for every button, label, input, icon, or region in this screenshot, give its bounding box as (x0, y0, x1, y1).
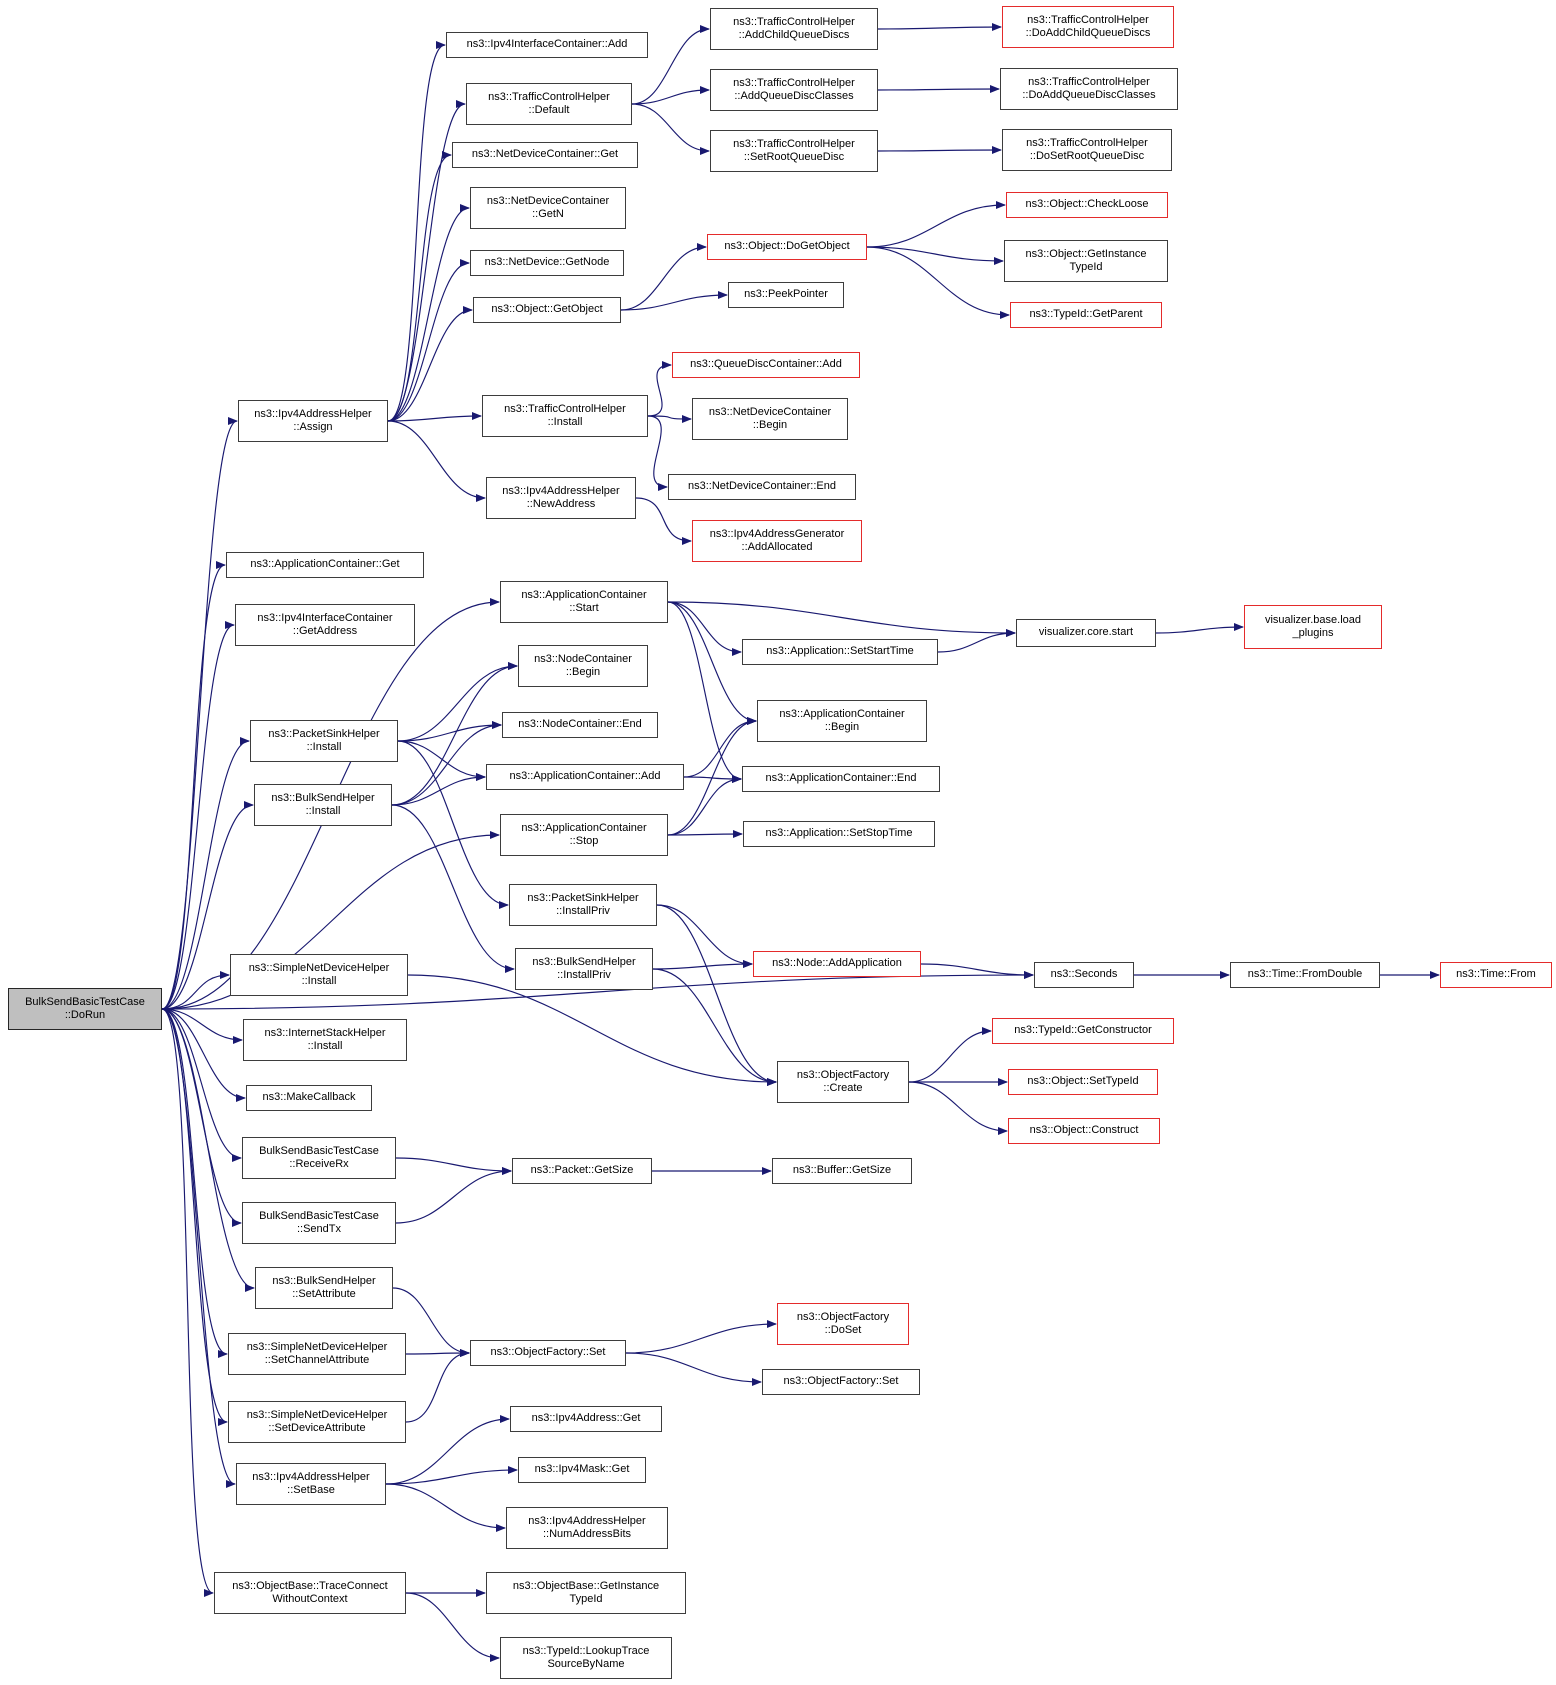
call-edge-sendtx-packet_getsize (396, 1171, 511, 1223)
call-edge-obj_getobject-obj_dogetobject (621, 247, 706, 310)
graph-node-label: ns3::NetDeviceContainer (486, 194, 610, 207)
graph-node-label: ::Install (305, 805, 341, 817)
call-edge-iah_setbase-iah_numbits (386, 1484, 505, 1528)
graph-node-label: ns3::TrafficControlHelper (504, 402, 626, 415)
graph-node-label: ::Start (569, 602, 599, 614)
graph-node-packet_getsize[interactable] (512, 1158, 652, 1184)
graph-node-label: ::NumAddressBits (542, 1528, 632, 1540)
graph-node-label: TypeId (569, 1593, 603, 1605)
graph-node-label: ::Stop (569, 835, 599, 847)
graph-node-dorun (8, 988, 162, 1030)
graph-node-label: ::ReceiveRx (289, 1158, 349, 1170)
graph-node-label: ns3::BulkSendHelper (272, 1274, 376, 1287)
call-edge-dorun-makecallback (162, 1009, 245, 1098)
graph-node-label: visualizer.base.load (1264, 613, 1361, 626)
call-edge-iah_setbase-ipv4mask_get (386, 1470, 517, 1484)
call-edge-bsh_installpriv-node_addapp (653, 964, 752, 969)
graph-node-label: ns3::TrafficControlHelper (1026, 136, 1148, 149)
graph-node-label: ns3::BulkSendHelper (532, 955, 636, 968)
graph-node-label: ::NewAddress (526, 498, 596, 510)
graph-node-label: ::Begin (752, 419, 788, 431)
graph-node-iah_setbase[interactable] (236, 1463, 386, 1505)
graph-node-label: ns3::TypeId::GetParent (1029, 308, 1143, 321)
call-edge-psh_installpriv-node_addapp (657, 905, 752, 964)
graph-node-nc_begin[interactable] (518, 645, 648, 687)
call-edge-bsh_install-nc_end (392, 725, 501, 805)
call-edge-assign-iic_add (388, 45, 445, 421)
graph-node-sendtx[interactable] (242, 1202, 396, 1244)
call-edge-tch_default-tch_setroot (632, 104, 709, 151)
graph-node-ipv4addr_get[interactable] (510, 1406, 662, 1432)
call-edge-sndh_setdev-set1 (406, 1353, 469, 1422)
call-edge-ac_start-vis_start (668, 602, 1015, 633)
graph-node-ac_stop[interactable] (500, 814, 668, 856)
graph-node-label: ::DoAddQueueDiscClasses (1022, 89, 1156, 101)
graph-node-label: ns3::Ipv4InterfaceContainer::Add (466, 38, 628, 51)
graph-node-label: ::Install (306, 741, 342, 753)
graph-node-tid_lookup[interactable] (500, 1637, 672, 1679)
graph-node-label: ns3::ObjectBase::TraceConnect (232, 1579, 388, 1592)
graph-node-label: ::DoRun (64, 1009, 106, 1021)
graph-node-tch_dosetroot[interactable] (1002, 129, 1172, 171)
graph-node-label: ns3::TrafficControlHelper (488, 90, 610, 103)
graph-node-time_from[interactable] (1440, 962, 1552, 988)
graph-node-label: ::Install (547, 416, 583, 428)
graph-node-psh_installpriv[interactable] (509, 884, 657, 926)
graph-node-ac_get[interactable] (226, 552, 424, 578)
call-edge-assign-obj_getobject (388, 310, 472, 421)
graph-node-label: ns3::ApplicationContainer (521, 588, 647, 601)
graph-node-label: ::InstallPriv (557, 969, 611, 981)
graph-node-label: ::DoAddChildQueueDiscs (1025, 27, 1151, 39)
graph-node-label: ns3::TypeId::LookupTrace (522, 1644, 650, 1657)
graph-node-label: ns3::SimpleNetDeviceHelper (248, 961, 390, 974)
graph-node-label: ns3::BulkSendHelper (271, 791, 375, 804)
call-edge-assign-iah_newaddr (388, 421, 485, 498)
graph-node-label: ns3::Object::CheckLoose (1025, 198, 1149, 211)
graph-node-label: ::Install (307, 1040, 343, 1052)
graph-node-label: ::AddQueueDiscClasses (734, 90, 854, 102)
graph-node-label: ::DoSetRootQueueDisc (1029, 150, 1145, 162)
call-edge-of_create-obj_construct (909, 1082, 1007, 1131)
call-edge-tch_install-ndc_end (648, 416, 667, 487)
graph-node-label: ns3::Ipv4AddressHelper (502, 484, 620, 497)
call-edge-dorun-receiverx (162, 1009, 241, 1158)
graph-node-buf_getsize[interactable] (772, 1158, 912, 1184)
call-edge-iah_newaddr-gen_addalloc (636, 498, 691, 541)
graph-node-label: ns3::TrafficControlHelper (1027, 13, 1149, 26)
call-edge-obj_dogetobject-obj_checkloose (867, 205, 1005, 247)
graph-node-iic_getaddr[interactable] (235, 604, 415, 646)
graph-node-label: ::InstallPriv (556, 905, 610, 917)
graph-node-ac_add[interactable] (486, 764, 684, 790)
graph-node-label: ::SendTx (296, 1223, 342, 1235)
graph-node-label: ::Assign (293, 421, 333, 433)
call-edge-ac_start-ac_end2 (668, 602, 741, 779)
call-edge-dorun-sndh_setdev (162, 1009, 227, 1422)
call-edge-dorun-assign (162, 421, 237, 1009)
graph-node-label: ns3::NetDeviceContainer::End (688, 480, 836, 493)
graph-node-label: ns3::ApplicationContainer (779, 707, 905, 720)
graph-node-label: BulkSendBasicTestCase (259, 1144, 379, 1157)
graph-node-iah_newaddr[interactable] (486, 477, 636, 519)
graph-node-tch_doaddqdc[interactable] (1000, 68, 1178, 110)
graph-node-label: ns3::Application::SetStopTime (765, 827, 913, 840)
graph-node-label: ns3::SimpleNetDeviceHelper (246, 1340, 388, 1353)
graph-node-ob_getinstance[interactable] (486, 1572, 686, 1614)
graph-node-label: ns3::TrafficControlHelper (733, 15, 855, 28)
graph-node-obj_settypeid[interactable] (1008, 1069, 1158, 1095)
graph-node-label: ns3::TrafficControlHelper (1028, 75, 1150, 88)
graph-node-label: ns3::Ipv4InterfaceContainer (257, 611, 393, 624)
graph-node-label: ns3::NetDeviceContainer (708, 405, 832, 418)
call-edge-obj_dogetobject-tid_getparent (867, 247, 1009, 315)
call-edge-ac_stop-app_setstop (668, 834, 742, 835)
graph-node-label: ns3::Ipv4Address::Get (531, 1412, 641, 1425)
graph-node-tch_setroot[interactable] (710, 130, 878, 172)
graph-node-label: ns3::NodeContainer::End (518, 718, 642, 731)
graph-node-label: ns3::TrafficControlHelper (733, 76, 855, 89)
graph-node-bsh_setattr[interactable] (255, 1267, 393, 1309)
call-edge-dorun-iah_setbase (162, 1009, 235, 1484)
call-edge-tch_setroot-tch_dosetroot (878, 150, 1001, 151)
graph-node-label: ns3::Object::GetInstance (1025, 247, 1147, 260)
graph-node-label: ns3::ApplicationContainer::Get (250, 558, 400, 571)
graph-node-makecallback[interactable] (246, 1085, 372, 1111)
graph-node-label: ns3::TrafficControlHelper (733, 137, 855, 150)
graph-node-receiverx[interactable] (242, 1137, 396, 1179)
graph-node-label: ns3::ApplicationContainer (521, 821, 647, 834)
graph-node-ac_begin2[interactable] (757, 700, 927, 742)
call-edge-assign-tch_install (388, 416, 481, 421)
graph-node-label: ns3::Seconds (1050, 968, 1118, 981)
graph-node-label: ns3::Object::SetTypeId (1027, 1075, 1139, 1088)
graph-node-of_doset[interactable] (777, 1303, 909, 1345)
graph-node-label: ::AddChildQueueDiscs (738, 29, 850, 41)
graph-node-sndh_install[interactable] (230, 954, 408, 996)
call-edge-dorun-iic_getaddr (162, 625, 234, 1009)
call-edge-tch_install-qdc_add (648, 365, 671, 416)
graph-node-tch_addqdc[interactable] (710, 69, 878, 111)
graph-node-label: ns3::PeekPointer (744, 288, 828, 301)
graph-node-of_create[interactable] (777, 1061, 909, 1103)
graph-node-label: ns3::Application::SetStartTime (766, 645, 914, 658)
graph-node-label: ::AddAllocated (741, 541, 813, 553)
graph-node-vis_start[interactable] (1016, 619, 1156, 647)
graph-node-app_setstop[interactable] (743, 821, 935, 847)
graph-node-label: ns3::Object::DoGetObject (724, 240, 850, 253)
graph-node-label: ns3::SimpleNetDeviceHelper (246, 1408, 388, 1421)
call-edge-set1-of_set2 (626, 1353, 761, 1382)
graph-node-obj_checkloose[interactable] (1006, 192, 1168, 218)
call-edge-tch_addchild-tch_doaddchild (878, 27, 1001, 29)
graph-node-iah_numbits[interactable] (506, 1507, 668, 1549)
graph-node-label: ::GetAddress (292, 625, 358, 637)
graph-node-ipv4mask_get[interactable] (518, 1457, 646, 1483)
graph-node-label: ns3::Time::FromDouble (1247, 968, 1363, 981)
graph-node-label: ns3::QueueDiscContainer::Add (690, 358, 842, 371)
call-edge-receiverx-packet_getsize (396, 1158, 511, 1171)
graph-node-ndc_getn[interactable] (470, 187, 626, 229)
graph-node-app_setstart[interactable] (742, 639, 938, 665)
graph-node-label: ns3::Ipv4AddressHelper (528, 1514, 646, 1527)
graph-node-label: ::Begin (824, 721, 860, 733)
graph-node-label: ns3::Time::From (1456, 968, 1536, 981)
call-edge-obj_getobject-peekpointer (621, 295, 727, 310)
graph-node-ndc_end[interactable] (668, 474, 856, 500)
graph-node-label: ::SetAttribute (292, 1288, 356, 1300)
graph-node-of_set2[interactable] (762, 1369, 920, 1395)
graph-node-label: ns3::Ipv4AddressGenerator (709, 527, 845, 540)
graph-node-traceconnect[interactable] (214, 1572, 406, 1614)
graph-node-label: ns3::MakeCallback (262, 1091, 356, 1104)
graph-node-obj_dogetobject[interactable] (707, 234, 867, 260)
graph-node-label: ::DoSet (824, 1324, 862, 1336)
call-edge-app_setstart-vis_start (938, 633, 1015, 652)
graph-node-label: ns3::ObjectBase::GetInstance (512, 1579, 660, 1592)
call-edge-sndh_install-of_create (408, 975, 776, 1082)
graph-node-set1[interactable] (470, 1340, 626, 1366)
graph-node-label: ns3::Ipv4AddressHelper (252, 1470, 370, 1483)
graph-node-label: ns3::ObjectFactory (796, 1310, 890, 1323)
graph-node-obj_getobject[interactable] (473, 297, 621, 323)
call-edge-node_addapp-seconds (921, 964, 1033, 975)
call-edge-tch_addqdc-tch_doaddqdc (878, 89, 999, 90)
call-edge-bsh_install-bsh_installpriv (392, 805, 514, 969)
graph-node-label: visualizer.core.start (1038, 626, 1134, 639)
graph-node-label: ns3::ObjectFactory (796, 1068, 890, 1081)
graph-node-tch_install[interactable] (482, 395, 648, 437)
graph-node-label: ns3::Buffer::GetSize (792, 1164, 892, 1177)
graph-node-tch_default[interactable] (466, 83, 632, 125)
graph-node-gen_addalloc[interactable] (692, 520, 862, 562)
graph-node-label: ns3::NetDeviceContainer::Get (471, 148, 619, 161)
graph-node-label: ns3::ApplicationContainer::End (765, 772, 917, 785)
call-edge-bsh_install-ac_add (392, 777, 485, 805)
call-edge-vis_start-vis_load (1156, 627, 1243, 633)
graph-node-label: ::SetRootQueueDisc (743, 151, 845, 163)
graph-node-label: ::SetBase (287, 1484, 335, 1496)
graph-node-label: ns3::ApplicationContainer::Add (509, 770, 661, 783)
graph-node-ndc_begin[interactable] (692, 398, 848, 440)
graph-node-node_addapp[interactable] (753, 951, 921, 977)
graph-node-tid_getparent[interactable] (1010, 302, 1162, 328)
graph-node-label: ns3::Object::Construct (1029, 1124, 1139, 1137)
call-edge-of_create-tid_getctor (909, 1031, 991, 1082)
graph-node-label: _plugins (1292, 627, 1334, 639)
graph-node-sndh_setdev[interactable] (228, 1401, 406, 1443)
graph-node-label: ns3::ObjectFactory::Set (490, 1346, 606, 1359)
graph-node-time_fromdouble[interactable] (1230, 962, 1380, 988)
call-edge-assign-nd_getnode (388, 263, 469, 421)
graph-node-label: ::SetChannelAttribute (264, 1354, 370, 1366)
graph-node-label: BulkSendBasicTestCase (25, 995, 145, 1008)
graph-node-label: ns3::InternetStackHelper (264, 1026, 386, 1039)
graph-node-label: ::Install (301, 975, 337, 987)
graph-node-label: ns3::Ipv4AddressHelper (254, 407, 372, 420)
graph-node-tch_addchild[interactable] (710, 8, 878, 50)
graph-node-label: WithoutContext (272, 1593, 348, 1605)
graph-node-label: ::GetN (532, 208, 564, 220)
graph-node-ish_install[interactable] (243, 1019, 407, 1061)
call-edge-sndh_setchan-set1 (406, 1353, 469, 1354)
graph-node-label: ns3::Packet::GetSize (530, 1164, 634, 1177)
graph-node-vis_load[interactable] (1244, 605, 1382, 649)
graph-node-label: TypeId (1069, 261, 1103, 273)
graph-node-label: ns3::NodeContainer (534, 652, 632, 665)
graph-node-qdc_add[interactable] (672, 352, 860, 378)
graph-node-ac_end2[interactable] (742, 766, 940, 792)
call-edge-psh_installpriv-of_create (657, 905, 776, 1082)
graph-node-tch_doaddchild[interactable] (1002, 6, 1174, 48)
graph-node-sndh_setchan[interactable] (228, 1333, 406, 1375)
graph-node-nc_end[interactable] (502, 712, 658, 738)
graph-node-ndc_get[interactable] (452, 142, 638, 168)
graph-node-obj_getinsttid[interactable] (1004, 240, 1168, 282)
graph-node-tid_getctor[interactable] (992, 1018, 1174, 1044)
graph-node-label: ns3::PacketSinkHelper (527, 891, 639, 904)
graph-node-label: BulkSendBasicTestCase (259, 1209, 379, 1222)
graph-node-bsh_installpriv[interactable] (515, 948, 653, 990)
call-edge-assign-ndc_getn (388, 208, 469, 421)
call-edge-assign-ndc_get (388, 155, 451, 421)
graph-node-assign[interactable] (238, 400, 388, 442)
graph-node-psh_install[interactable] (250, 720, 398, 762)
graph-node-label: ns3::NetDevice::GetNode (484, 256, 610, 269)
graph-node-label: ns3::ObjectFactory::Set (783, 1375, 899, 1388)
graph-node-iic_add[interactable] (446, 32, 648, 58)
call-edge-set1-of_doset (626, 1324, 776, 1353)
graph-node-peekpointer[interactable] (728, 282, 844, 308)
graph-node-label: ns3::Node::AddApplication (772, 957, 902, 970)
graph-node-nd_getnode[interactable] (470, 250, 624, 276)
call-edge-dorun-ac_get (162, 565, 225, 1009)
graph-node-label: SourceByName (547, 1658, 625, 1670)
graph-node-label: ::Default (528, 104, 570, 116)
graph-node-bsh_install[interactable] (254, 784, 392, 826)
graph-node-label: ::SetDeviceAttribute (268, 1422, 366, 1434)
call-edge-tch_default-tch_addqdc (632, 90, 709, 104)
graph-node-label: ::Begin (565, 666, 601, 678)
graph-node-label: ns3::PacketSinkHelper (268, 727, 380, 740)
graph-node-seconds[interactable] (1034, 962, 1134, 988)
graph-node-label: ns3::Ipv4Mask::Get (534, 1463, 630, 1476)
graph-node-label: ::Create (823, 1082, 863, 1094)
graph-node-ac_start[interactable] (500, 581, 668, 623)
graph-node-obj_construct[interactable] (1008, 1118, 1160, 1144)
graph-node-label: ns3::Object::GetObject (491, 303, 603, 316)
graph-node-label: ns3::TypeId::GetConstructor (1014, 1024, 1152, 1037)
